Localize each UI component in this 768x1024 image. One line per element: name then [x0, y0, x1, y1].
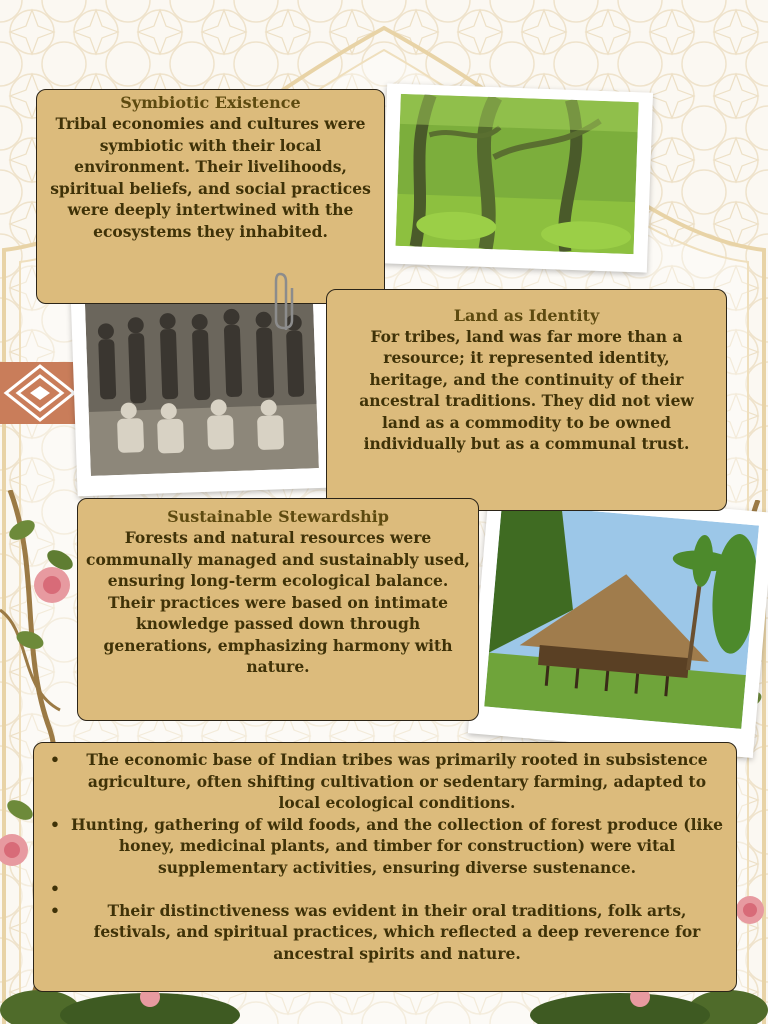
bullet-item: • The economic base of Indian tribes was primarily rooted in subsistence agriculture, often shifting cultivation or sedentary farming, adapted to local ecological conditions.: [48, 749, 726, 814]
diamond-ornament: [0, 362, 80, 424]
card-body: Forests and natural resources were communally managed and sustainably used, ensuring long-term ecological balance. Their practices were based on intimate knowledge passed down through generations, emphasizing harmony with nature.: [86, 528, 470, 677]
card-land-as-identity: [326, 289, 727, 511]
bullet-item: • Their distinctiveness was evident in their oral traditions, folk arts, festivals, and spiritual practices, which reflected a deep reverence for ancestral spirits and nature.: [48, 900, 726, 965]
card-title: Sustainable Stewardship: [167, 507, 389, 527]
card-body: Tribal economies and cultures were symbiotic with their local environment. Their livelihoods, spiritual beliefs, and social practices were deeply intertwined with the ecosystems they inhabited.: [50, 114, 371, 241]
card-symbiotic-existence: [36, 89, 385, 304]
hut-photo: [468, 488, 768, 758]
paperclip-icon: [274, 270, 298, 334]
card-title: Symbiotic Existence: [120, 93, 301, 112]
bullet-item: [48, 878, 726, 900]
bullet-list-card: [33, 742, 737, 992]
bullet-list: [48, 749, 726, 964]
card-title: Land as Identity: [453, 305, 600, 325]
card-sustainable-stewardship: [77, 498, 479, 721]
card-body: For tribes, land was far more than a resource; it represented identity, heritage, and the continuity of their ancestral traditions. They did not view land as a commodity to be owned individually but as a communal trust.: [359, 326, 694, 453]
forest-photo: [381, 83, 653, 272]
bullet-item: • Hunting, gathering of wild foods, and the collection of forest produce (like honey, medicinal plants, and timber for construction) were vital supplementary activities, ensuring diverse sustenance.: [48, 814, 726, 879]
